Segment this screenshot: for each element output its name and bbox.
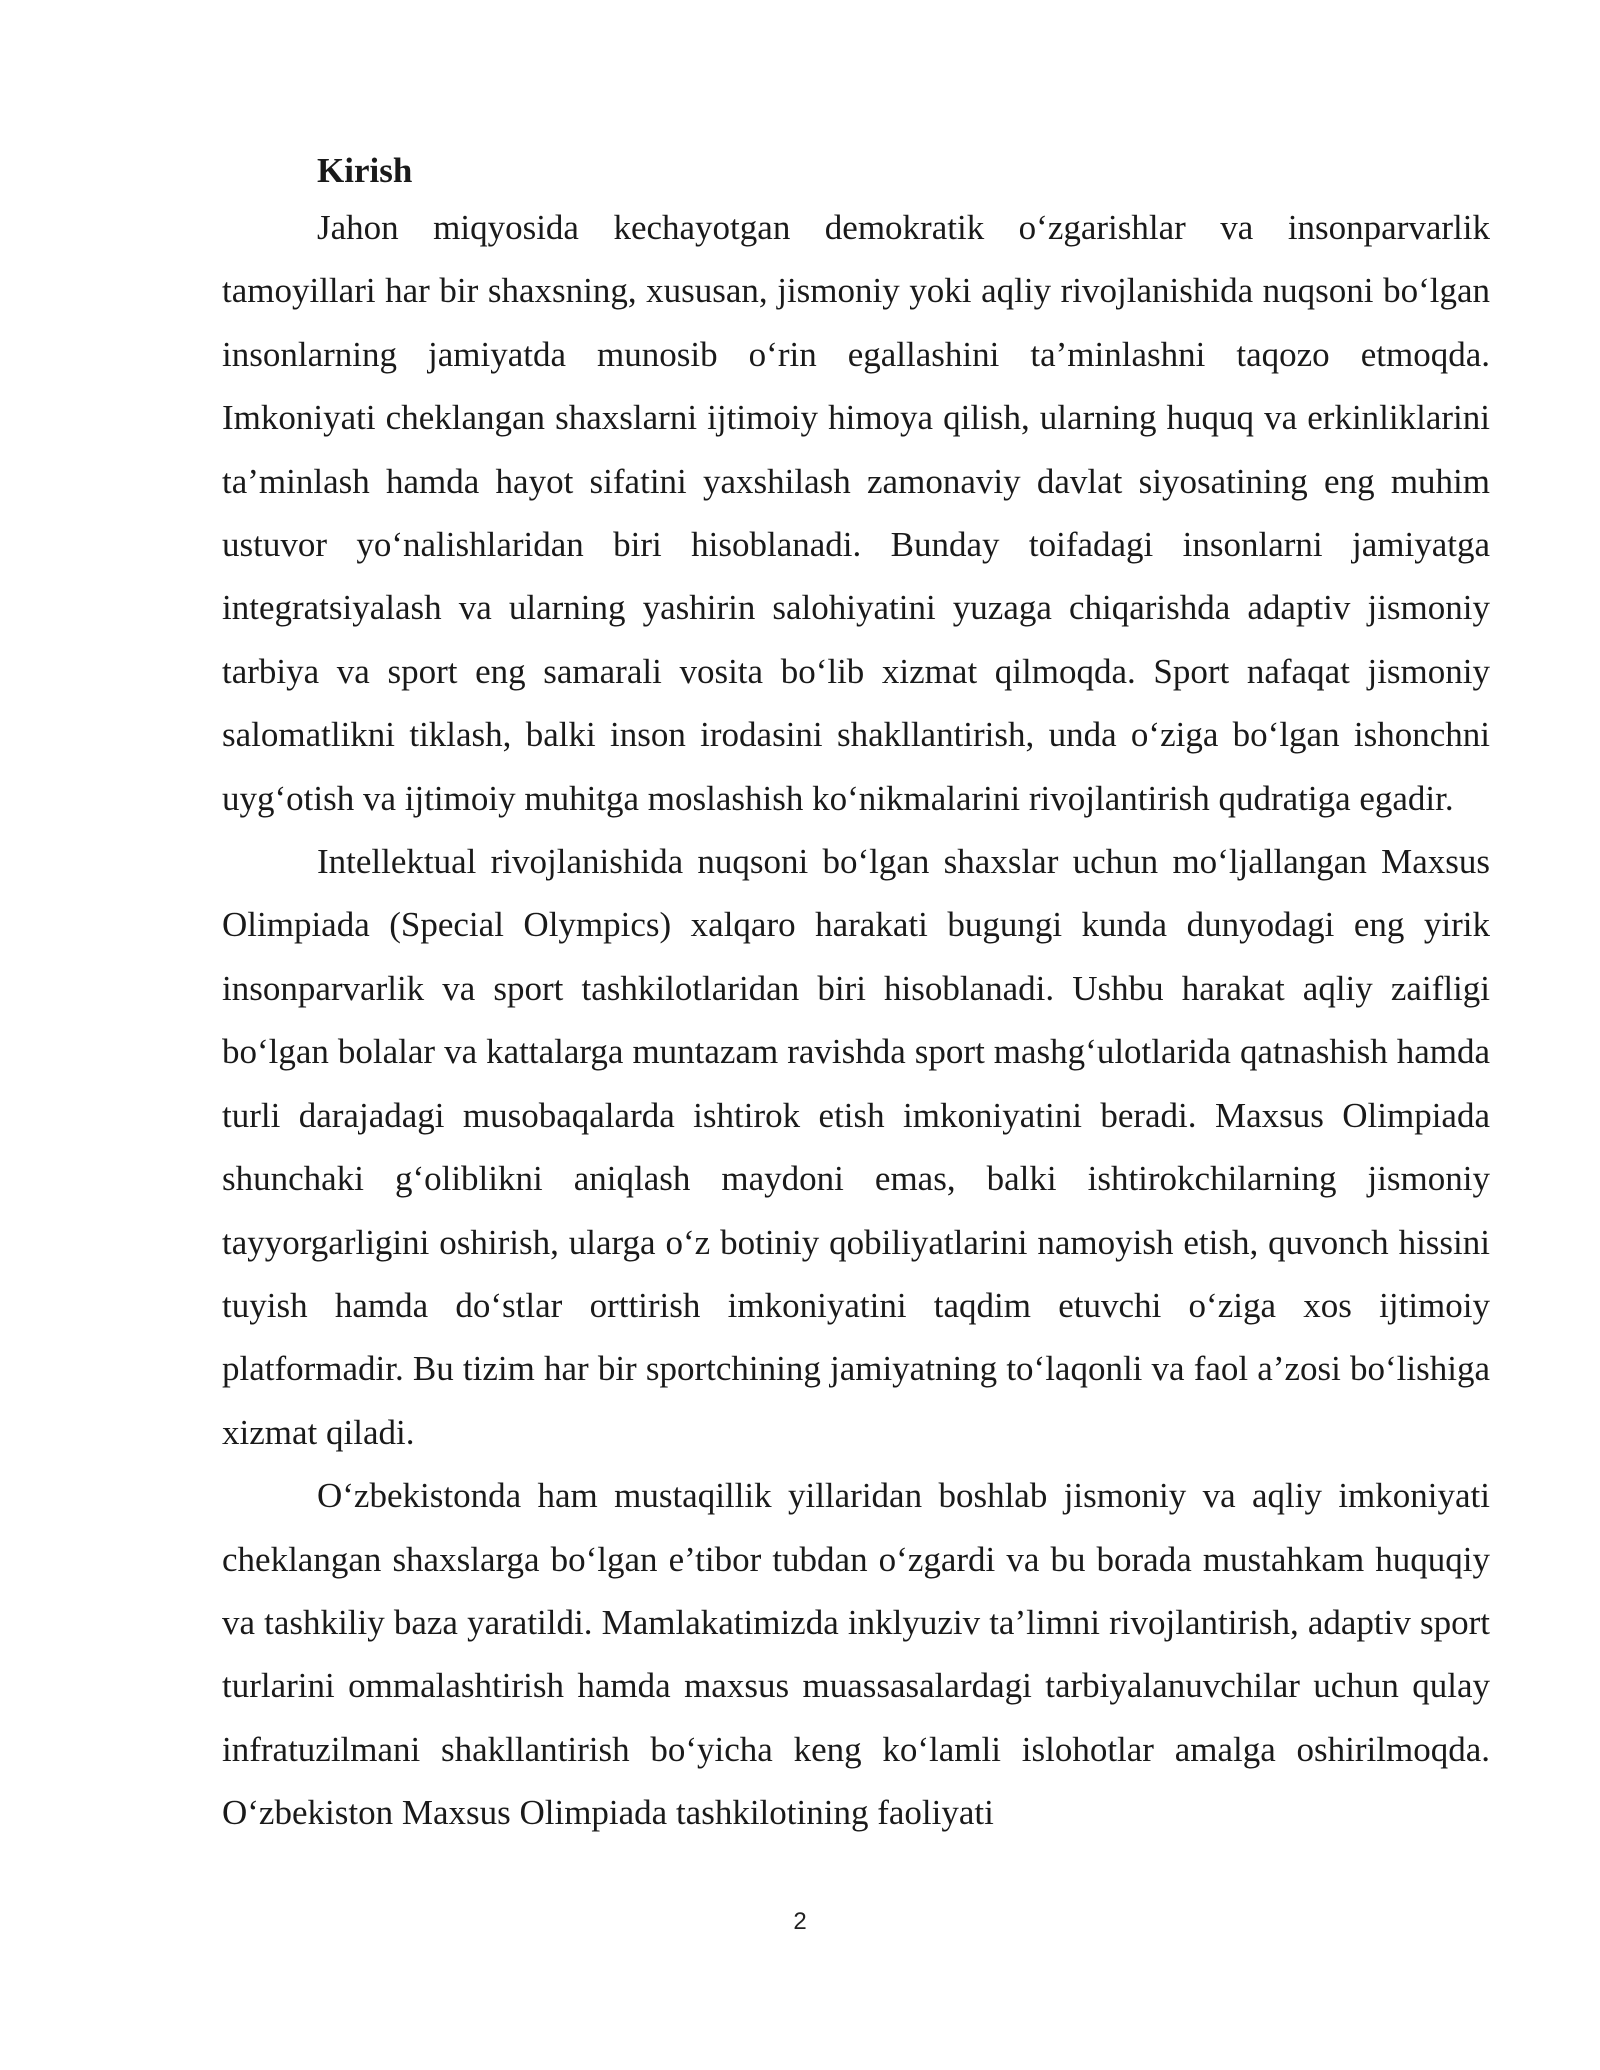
paragraph-1: Jahon miqyosida kechayotgan demokratik o‘zgarishlar va insonparvarlik tamoyillari har bir shaxsning, xususan, jismoniy yoki aqliy rivojlanishida nuqsoni bo‘lgan insonlarning jamiyatda munosib o‘rin egallashini ta’minlashni taqozo etmoqda. Imkoniyati cheklangan shaxslarni ijtimoiy himoya qilish, ularning huquq va erkinliklarini ta’minlash hamda hayot sifatini yaxshilash zamonaviy davlat siyosatining eng muhim ustuvor yo‘nalishlaridan biri hisoblanadi. Bunday toifadagi insonlarni jamiyatga integratsiyalash va ularning yashirin salohiyatini yuzaga chiqarishda adaptiv jismoniy tarbiya va sport eng samarali vosita bo‘lib xizmat qilmoqda. Sport nafaqat jismoniy salomatlikni tiklash, balki inson irodasini shakllantirish, unda o‘ziga bo‘lgan ishonchni uyg‘otish va ijtimoiy muhitga moslashish ko‘nikmalarini rivojlantirish qudratiga egadir. [222,208,1490,818]
paragraph-3: O‘zbekistonda ham mustaqillik yillaridan boshlab jismoniy va aqliy imkoniyati cheklangan shaxslarga bo‘lgan e’tibor tubdan o‘zgardi va bu borada mustahkam huquqiy va tashkiliy baza yaratildi. Mamlakatimizda inklyuziv ta’limni rivojlantirish, adaptiv sport turlarini ommalashtirish hamda maxsus muassasalardagi tarbiyalanuvchilar uchun qulay infratuzilmani shakllantirish bo‘yicha keng ko‘lamli islohotlar amalga oshirilmoqda. O‘zbekiston Maxsus Olimpiada tashkilotining faoliyati [222,1476,1490,1833]
page-number: 2 [793,1908,807,1935]
paragraph-2: Intellektual rivojlanishida nuqsoni bo‘lgan shaxslar uchun mo‘ljallangan Maxsus Olimpiada (Special Olympics) xalqaro harakati bugungi kunda dunyodagi eng yirik insonparvarlik va sport tashkilotlaridan biri hisoblanadi. Ushbu harakat aqliy zaifligi bo‘lgan bolalar va kattalarga muntazam ravishda sport mashg‘ulotlarida qatnashish hamda turli darajadagi musobaqalarda ishtirok etish imkoniyatini beradi. Maxsus Olimpiada shunchaki g‘oliblikni aniqlash maydoni emas, balki ishtirokchilarning jismoniy tayyorgarligini oshirish, ularga o‘z botiniy qobiliyatlarini namoyish etish, quvonch hissini tuyish hamda do‘stlar orttirish imkoniyatini taqdim etuvchi o‘ziga xos ijtimoiy platformadir. Bu tizim har bir sportchining jamiyatning to‘laqonli va faol a’zosi bo‘lishiga xizmat qiladi. [222,842,1490,1452]
section-heading: Kirish [317,151,413,190]
document-page [222,146,1490,1845]
